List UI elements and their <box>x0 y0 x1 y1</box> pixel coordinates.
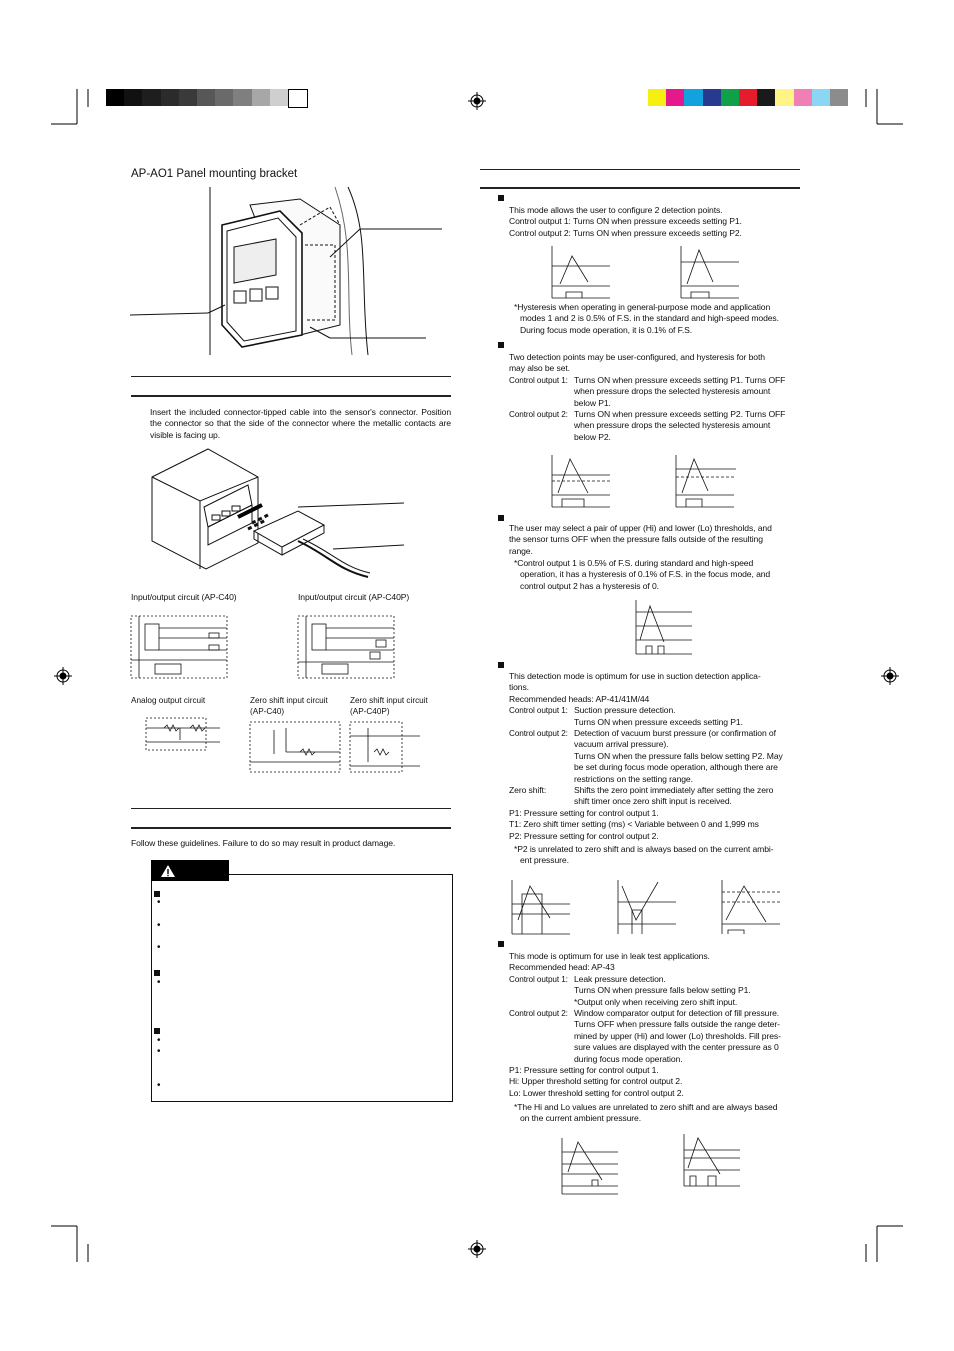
text-line: when pressure drops the selected hysteresis amount <box>574 386 771 397</box>
bullet: • <box>157 897 161 908</box>
text-line: Suction pressure detection. <box>574 705 676 716</box>
timing-chart <box>636 600 694 656</box>
color-swatch <box>124 89 142 106</box>
color-swatch <box>179 89 197 106</box>
registration-mark-right <box>881 667 899 685</box>
text-line: Window comparator output for detection of fill pressure. <box>574 1008 780 1019</box>
text-line: the sensor turns OFF when the pressure falls outside of the resulting <box>509 534 763 545</box>
zero-shift-label-line: Zero shift input circuit <box>350 696 428 705</box>
color-swatch <box>215 89 233 106</box>
text-line: Recommended head: AP-43 <box>509 962 615 973</box>
bullet: • <box>157 942 161 953</box>
timing-chart <box>552 246 612 300</box>
mode2-text <box>509 352 800 443</box>
text-line: Detection of vacuum burst pressure (or confirmation of <box>574 728 776 739</box>
zero-shift-label-line: Zero shift input circuit <box>250 696 328 705</box>
bullet: • <box>157 920 161 931</box>
definition-row <box>509 705 800 728</box>
section-marker <box>498 342 504 348</box>
section-rule <box>480 169 800 170</box>
warning-box <box>151 874 453 1102</box>
timing-chart <box>684 1134 742 1188</box>
text-line: The user may select a pair of upper (Hi) and lower (Lo) thresholds, and <box>509 523 772 533</box>
text-line: on the current ambient pressure. <box>520 1113 641 1124</box>
bracket-title: AP-AO1 Panel mounting bracket <box>131 168 298 180</box>
definition-row <box>509 974 800 1008</box>
section-marker <box>498 195 504 201</box>
text-line: *The Hi and Lo values are unrelated to zero shift and are always based <box>514 1102 778 1112</box>
bullet: • <box>157 977 161 988</box>
list-marker <box>154 1028 160 1034</box>
section-rule <box>131 395 451 397</box>
text-line: *Output only when receiving zero shift input. <box>574 996 738 1007</box>
color-swatch <box>288 89 308 108</box>
text-line: Control output 2: Turns ON when pressure exceeds setting P2. <box>509 227 742 238</box>
zero-shift-label-c40 <box>250 695 328 718</box>
analog-output-label: Analog output circuit <box>131 696 206 705</box>
color-swatch <box>270 89 288 106</box>
text-line: P2: Pressure setting for control output 2. <box>509 830 659 841</box>
definition-key: Control output 2: <box>509 1009 568 1019</box>
text-line: control output 2 has a hysteresis of 0. <box>520 580 659 591</box>
text-line: P1: Pressure setting for control output 1. <box>509 1065 659 1076</box>
io-circuit-c40p <box>298 614 398 680</box>
color-swatch <box>252 89 270 106</box>
text-line: Shifts the zero point immediately after setting the zero <box>574 785 774 796</box>
text-line: Turns ON when pressure falls below setting P1. <box>574 985 751 996</box>
mode1-text <box>509 205 800 239</box>
text-line: ent pressure. <box>520 855 569 866</box>
text-line: vacuum arrival pressure). <box>574 739 669 750</box>
text-line: operation, it has a hysteresis of 0.1% of F.S. in the focus mode, and <box>520 569 771 580</box>
text-line: below P1. <box>574 397 611 408</box>
zero-shift-label-c40p <box>350 695 428 718</box>
definition-key: Zero shift: <box>509 785 547 796</box>
bullet: • <box>157 1046 161 1057</box>
bullet: • <box>157 1080 161 1091</box>
text-line: During focus mode operation, it is 0.1% of F.S. <box>520 324 693 335</box>
timing-chart <box>618 880 680 936</box>
text-line: P1: Pressure setting for control output 1. <box>509 807 659 818</box>
section-rule <box>131 376 451 377</box>
connector-illustration <box>148 445 408 585</box>
color-swatch <box>648 89 666 106</box>
section-marker <box>498 662 504 668</box>
color-swatch <box>830 89 848 106</box>
timing-chart <box>722 880 784 936</box>
text-line: Hi: Upper threshold setting for control output 2. <box>509 1076 683 1087</box>
text-line: This mode is optimum for use in leak test applications. <box>509 951 710 961</box>
text-line: Turns ON when pressure exceeds setting P2. Turns OFF <box>574 409 786 420</box>
timing-chart <box>552 455 614 509</box>
text-line: tions. <box>509 682 529 693</box>
registration-mark-bottom <box>468 1240 486 1258</box>
timing-chart <box>676 455 738 509</box>
mode5-note <box>514 1102 804 1125</box>
timing-chart <box>512 880 574 936</box>
zero-shift-label-line: (AP-C40P) <box>350 707 390 717</box>
text-line: Lo: Lower threshold setting for control output 2. <box>509 1087 684 1098</box>
definition-key: Control output 1: <box>509 974 568 984</box>
section-marker <box>498 515 504 521</box>
warning-header <box>151 860 229 881</box>
definition-row <box>509 785 800 808</box>
zero-shift-circuit-c40p <box>350 722 430 774</box>
mode4-text <box>509 671 800 842</box>
color-swatch <box>794 89 812 106</box>
definition-row <box>509 409 800 443</box>
text-line: during focus mode operation. <box>574 1053 683 1064</box>
text-line: Two detection points may be user-configured, and hysteresis for both <box>509 352 765 362</box>
text-line: range. <box>509 545 533 556</box>
io-circuit-c40 <box>131 614 231 680</box>
timing-chart <box>681 246 741 300</box>
definition-row <box>509 1008 800 1065</box>
definition-key: Control output 1: <box>509 706 568 716</box>
list-marker <box>154 970 160 976</box>
color-swatch <box>703 89 721 106</box>
color-swatch <box>684 89 702 106</box>
analog-output-circuit <box>146 718 226 752</box>
mode1-note <box>514 302 804 336</box>
zero-shift-label-line: (AP-C40) <box>250 707 285 717</box>
text-line: Turns ON when pressure exceeds setting P1. <box>574 716 743 727</box>
color-swatch <box>142 89 160 106</box>
mode4-note <box>514 844 804 867</box>
registration-mark-left <box>54 667 72 685</box>
section-rule <box>131 808 451 809</box>
definition-key: Control output 2: <box>509 410 568 420</box>
section-marker <box>498 941 504 947</box>
text-line: may also be set. <box>509 363 570 374</box>
definition-key: Control output 2: <box>509 729 568 739</box>
color-swatch <box>233 89 251 106</box>
text-line: Turns OFF when pressure falls outside the range deter- <box>574 1019 780 1030</box>
section-rule <box>480 187 800 189</box>
text-line: below P2. <box>574 431 611 442</box>
text-line: restrictions on the setting range. <box>574 773 693 784</box>
color-swatch <box>775 89 793 106</box>
mode3-note <box>514 558 804 592</box>
text-line: Turns ON when the pressure falls below setting P2. May <box>574 750 783 761</box>
color-swatch <box>106 89 124 106</box>
bullet: • <box>157 1035 161 1046</box>
definition-row <box>509 728 800 785</box>
color-swatch <box>812 89 830 106</box>
text-line: This mode allows the user to configure 2 detection points. <box>509 205 723 215</box>
connector-instructions: Insert the included connector-tipped cable into the sensor's connector. Position the connector so that the side of the connector where the metallic contacts are visible is facing up. <box>150 407 451 440</box>
registration-mark-top <box>468 92 486 110</box>
text-line: *Hysteresis when operating in general-purpose mode and application <box>514 302 771 312</box>
bracket-illustration <box>130 185 450 357</box>
text-line: *Control output 1 is 0.5% of F.S. during standard and high-speed <box>514 558 754 568</box>
color-swatch <box>666 89 684 106</box>
color-swatch <box>161 89 179 106</box>
timing-chart <box>562 1138 620 1196</box>
guidelines-text: Follow these guidelines. Failure to do so may result in product damage. <box>131 838 396 848</box>
text-line: be set during focus mode operation, although there are <box>574 762 778 773</box>
text-line: Turns ON when pressure exceeds setting P1. Turns OFF <box>574 374 786 385</box>
text-line: mined by upper (Hi) and lower (Lo) thresholds. Fill pres- <box>574 1030 781 1041</box>
text-line: sure values are displayed with the center pressure as 0 <box>574 1042 779 1053</box>
color-swatch <box>197 89 215 106</box>
mode5-text <box>509 951 800 1099</box>
text-line: Recommended heads: AP-41/41M/44 <box>509 693 650 704</box>
definition-row <box>509 375 800 409</box>
text-line: shift timer once zero shift input is received. <box>574 796 732 807</box>
warning-icon <box>151 860 229 881</box>
text-line: when pressure drops the selected hysteresis amount <box>574 420 771 431</box>
color-swatch <box>721 89 739 106</box>
text-line: This detection mode is optimum for use in suction detection applica- <box>509 671 761 681</box>
text-line: modes 1 and 2 is 0.5% of F.S. in the standard and high-speed modes. <box>520 313 779 324</box>
color-swatch <box>739 89 757 106</box>
text-line: *P2 is unrelated to zero shift and is always based on the current ambi- <box>514 844 774 854</box>
definition-key: Control output 1: <box>509 375 568 385</box>
io-circuit-label-c40p: Input/output circuit (AP-C40P) <box>298 592 410 602</box>
text-line: T1: Zero shift timer setting (ms) < Variable between 0 and 1,999 ms <box>509 819 759 830</box>
color-swatch <box>757 89 775 106</box>
text-line: Leak pressure detection. <box>574 973 666 984</box>
section-rule <box>131 827 451 829</box>
zero-shift-circuit-c40 <box>250 722 340 774</box>
text-line: Control output 1: Turns ON when pressure exceeds setting P1. <box>509 216 742 227</box>
mode3-text <box>509 523 800 557</box>
io-circuit-label-c40: Input/output circuit (AP-C40) <box>131 592 237 602</box>
